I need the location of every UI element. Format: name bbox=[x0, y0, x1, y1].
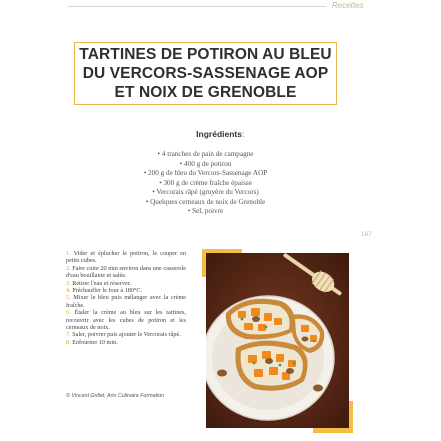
step-number: 8. bbox=[66, 338, 71, 346]
ingredient-item: • 4 tranches de pain de campagne bbox=[0, 150, 411, 160]
step-item bbox=[66, 339, 186, 346]
step-item bbox=[66, 265, 186, 280]
step-item bbox=[66, 280, 186, 287]
step-text: Retirer l'eau et réserver. bbox=[72, 279, 132, 287]
ingredients-heading: Ingrédients: bbox=[196, 129, 245, 139]
step-item bbox=[66, 331, 186, 338]
step-number: 6. bbox=[66, 309, 71, 317]
ingredient-item: • Sel, poivre bbox=[0, 207, 411, 217]
step-item bbox=[66, 309, 186, 331]
ingredients-heading-text: Ingrédients bbox=[196, 129, 242, 139]
step-text: Saler, poivrer puis ajouter le Vercorais râpé. bbox=[72, 331, 181, 339]
recipe-title bbox=[79, 45, 331, 102]
page-number: 167 bbox=[361, 231, 372, 238]
ingredient-item: • Vercorais râpé (gruyère du Vercors) bbox=[0, 188, 411, 198]
ingredient-item: • 400 g de potiron bbox=[0, 160, 411, 170]
step-text: Préchauffer le four à 180°C. bbox=[72, 287, 143, 295]
ingredient-item: • 200 g de bleu du Vercors-Sassenage AOP bbox=[0, 169, 411, 179]
ingredient-item: • Quelques cerneaux de noix de Grenoble bbox=[0, 198, 411, 208]
step-number: 3. bbox=[66, 279, 71, 287]
step-item bbox=[66, 294, 186, 309]
step-text: Mixer le bleu puis mélanger avec la crème fraîche. bbox=[66, 294, 186, 309]
section-label: Recettes bbox=[332, 1, 364, 10]
title-line: ET NOIX DE GRENOBLE bbox=[114, 84, 297, 101]
step-number: 7. bbox=[66, 331, 71, 339]
recipe-title-box bbox=[74, 42, 337, 105]
step-item bbox=[66, 250, 186, 265]
step-text: Étaler la crème au bleu sur les tartines, recouvrir avec les cubes de potiron et les cerneaux de noix. bbox=[66, 309, 186, 332]
step-text: Faire cuire 20 min environ dans une casserole d'eau bouillante et salée. bbox=[66, 264, 186, 280]
step-number: 2. bbox=[66, 264, 71, 272]
step-item bbox=[66, 287, 186, 294]
recipe-photo bbox=[206, 253, 349, 428]
steps-list bbox=[66, 250, 186, 346]
step-text: Enfourner 10 min. bbox=[72, 338, 118, 346]
photo-credit: © Vincent Grillet, Arts Culinaire Formation bbox=[66, 393, 165, 399]
step-number: 1. bbox=[66, 250, 71, 257]
ingredients-list bbox=[0, 150, 411, 217]
ingredient-item: • 300 g de crème fraîche épaisse bbox=[0, 179, 411, 189]
title-line: DU VERCORS-SASSENAGE AOP bbox=[82, 65, 329, 82]
title-line: TARTINES DE POTIRON AU BLEU bbox=[79, 46, 332, 63]
food-illustration bbox=[206, 253, 349, 428]
header-rule bbox=[68, 6, 326, 7]
step-number: 5. bbox=[66, 294, 71, 302]
step-number: 4. bbox=[66, 287, 71, 295]
step-text: Vider et éplucher le potiron, le couper en petits cubes. bbox=[66, 250, 186, 265]
